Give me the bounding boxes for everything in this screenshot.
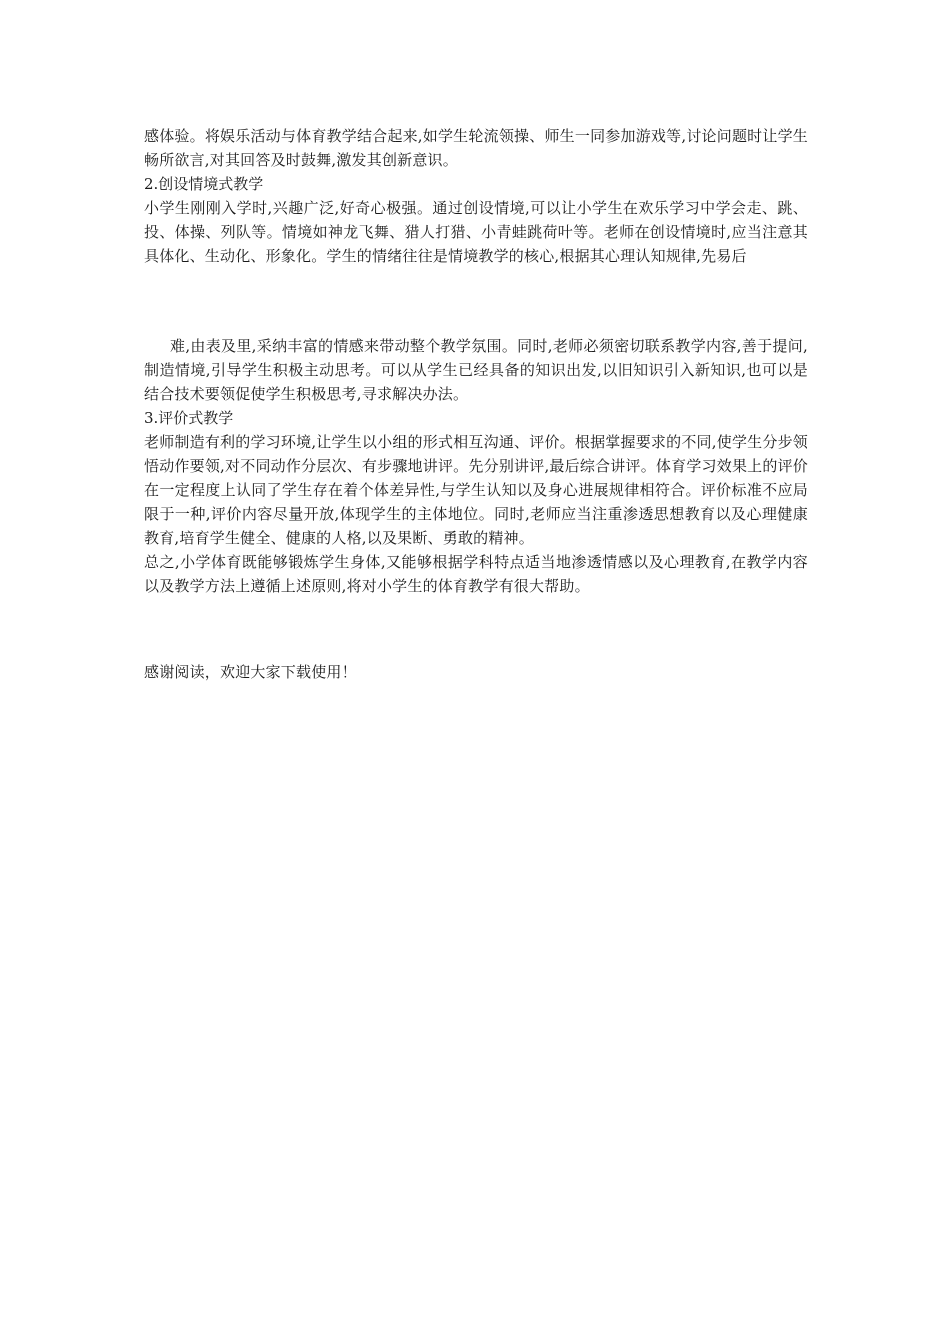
- document-body: [144, 124, 808, 684]
- page-break-gap: [144, 268, 808, 334]
- paragraph-intro: 感体验。将娱乐活动与体育教学结合起来,如学生轮流领操、师生一同参加游戏等,讨论问题时让学生畅所欲言,对其回答及时鼓舞,激发其创新意识。: [144, 127, 808, 169]
- closing-gap: [144, 598, 808, 660]
- paragraph-conclusion: 总之,小学体育既能够锻炼学生身体,又能够根据学科特点适当地渗透情感以及心理教育,在教学内容以及教学方法上遵循上述原则,将对小学生的体育教学有很大帮助。: [144, 553, 808, 595]
- closing-thanks: 感谢阅读，欢迎大家下载使用！: [144, 663, 357, 681]
- section-heading-3: 3.评价式教学: [144, 409, 234, 427]
- section-heading-2: 2.创设情境式教学: [144, 175, 264, 193]
- paragraph-situational-teaching: 小学生刚刚入学时,兴趣广泛,好奇心极强。通过创设情境,可以让小学生在欢乐学习中学会走、跳、投、体操、列队等。情境如神龙飞舞、猎人打猎、小青蛙跳荷叶等。老师在创设情境时,应当注意其具体化、生动化、形象化。学生的情绪往往是情境教学的核心,根据其心理认知规律,先易后: [144, 199, 808, 265]
- paragraph-continuation: 难,由表及里,采纳丰富的情感来带动整个教学氛围。同时,老师必须密切联系教学内容,善于提问,制造情境,引导学生积极主动思考。可以从学生已经具备的知识出发,以旧知识引入新知识,也可以是结合技术要领促使学生积极思考,寻求解决办法。: [144, 337, 808, 403]
- paragraph-evaluation-teaching: 老师制造有利的学习环境,让学生以小组的形式相互沟通、评价。根据掌握要求的不同,使学生分步领悟动作要领,对不同动作分层次、有步骤地讲评。先分别讲评,最后综合讲评。体育学习效果上的评价在一定程度上认同了学生存在着个体差异性,与学生认知以及身心进展规律相符合。评价标准不应局限于一种,评价内容尽量开放,体现学生的主体地位。同时,老师应当注重渗透思想教育以及心理健康教育,培育学生健全、健康的人格,以及果断、勇敢的精神。: [144, 433, 808, 547]
